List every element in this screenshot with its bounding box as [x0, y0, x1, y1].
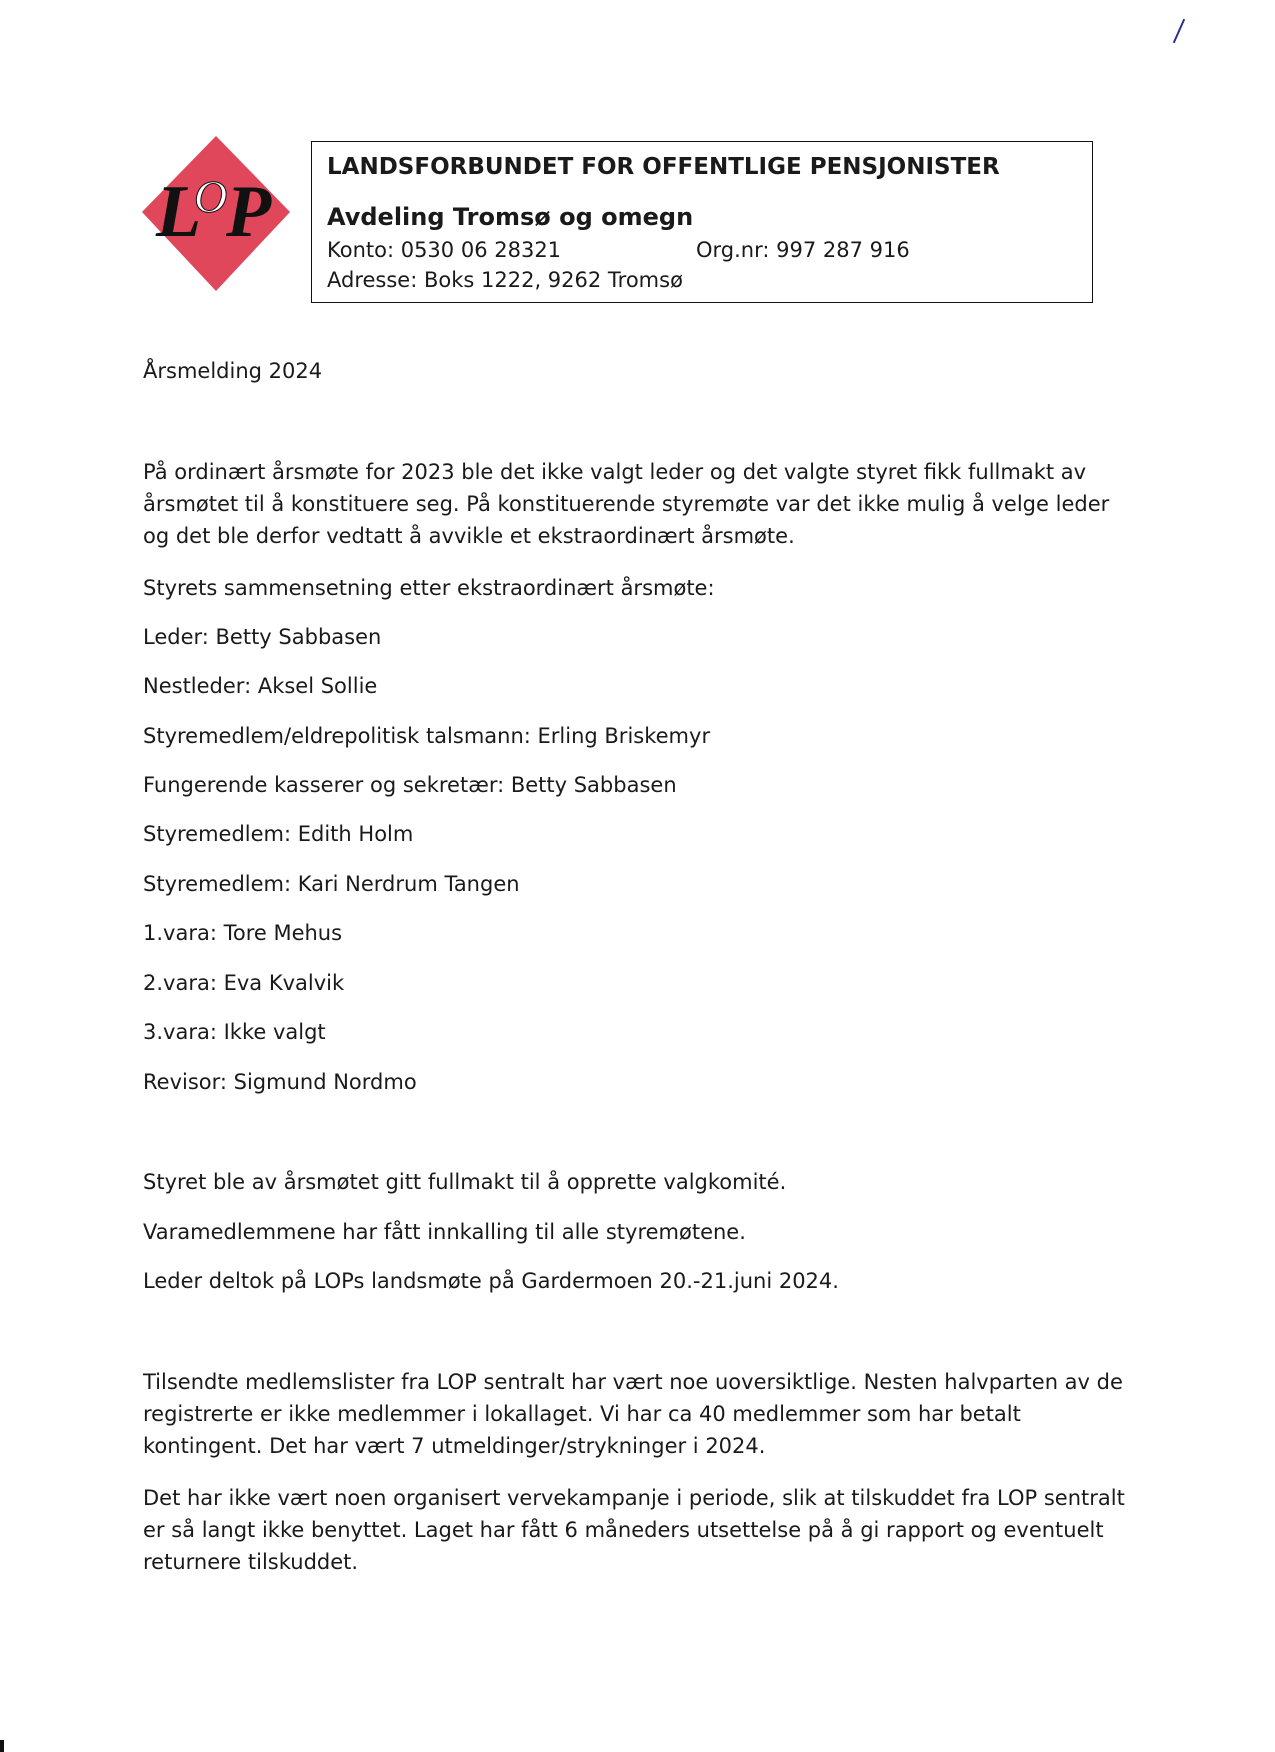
letterhead-box [311, 141, 1093, 303]
campaign-paragraph [143, 1482, 1125, 1578]
postal-address: Adresse: Boks 1222, 9262 Tromsø [327, 268, 683, 292]
intro-line: og det ble derfor vedtatt å avvikle et ekstraordinært årsmøte. [143, 524, 795, 548]
note-national-meeting: Leder deltok på LOPs landsmøte på Gardermoen 20.-21.juni 2024. [143, 1269, 839, 1293]
organization-number: Org.nr: 997 287 916 [696, 238, 910, 262]
board-deputy-1: 1.vara: Tore Mehus [143, 921, 343, 945]
intro-line: På ordinært årsmøte for 2023 ble det ikke valgt leder og det valgte styret fikk fullmakt av [143, 460, 1087, 484]
document-title: Årsmelding 2024 [143, 359, 323, 383]
intro-paragraph [143, 456, 1110, 552]
board-member-spokesman: Styremedlem/eldrepolitisk talsmann: Erling Briskemyr [143, 724, 711, 748]
department-name: Avdeling Tromsø og omegn [327, 203, 694, 231]
board-member-deputy-leader: Nestleder: Aksel Sollie [143, 674, 378, 698]
note-deputies: Varamedlemmene har fått innkalling til alle styremøtene. [143, 1220, 746, 1244]
campaign-line: returnere tilskuddet. [143, 1550, 359, 1574]
lop-diamond-logo-icon [142, 136, 290, 291]
board-member-leader: Leder: Betty Sabbasen [143, 625, 382, 649]
lop-logo [142, 136, 290, 291]
board-member: Styremedlem: Kari Nerdrum Tangen [143, 872, 520, 896]
account-number: Konto: 0530 06 28321 [327, 238, 562, 262]
svg-text:O: O [194, 171, 228, 222]
members-line: kontingent. Det har vært 7 utmeldinger/strykninger i 2024. [143, 1434, 766, 1458]
intro-line: årsmøtet til å konstituere seg. På konstituerende styremøte var det ikke mulig å velge leder [143, 492, 1110, 516]
svg-text:P: P [226, 171, 272, 253]
board-deputy-3: 3.vara: Ikke valgt [143, 1020, 326, 1044]
campaign-line: Det har ikke vært noen organisert vervekampanje i periode, slik at tilskuddet fra LOP sentralt [143, 1486, 1125, 1510]
members-line: registrerte er ikke medlemmer i lokallaget. Vi har ca 40 medlemmer som har betalt [143, 1402, 1021, 1426]
pen-mark [1173, 19, 1185, 44]
board-heading: Styrets sammensetning etter ekstraordinært årsmøte: [143, 576, 715, 600]
board-deputy-2: 2.vara: Eva Kvalvik [143, 971, 345, 995]
members-paragraph [143, 1366, 1123, 1462]
board-member-treasurer: Fungerende kasserer og sekretær: Betty Sabbasen [143, 773, 677, 797]
organization-name: LANDSFORBUNDET FOR OFFENTLIGE PENSJONISTER [327, 154, 1000, 180]
board-member: Styremedlem: Edith Holm [143, 822, 414, 846]
campaign-line: er så langt ikke benyttet. Laget har fått 6 måneders utsettelse på å gi rapport og eventuelt [143, 1518, 1104, 1542]
note-nomination: Styret ble av årsmøtet gitt fullmakt til å opprette valgkomité. [143, 1170, 787, 1194]
members-line: Tilsendte medlemslister fra LOP sentralt har vært noe uoversiktlige. Nesten halvparten av de [143, 1370, 1123, 1394]
svg-text:L: L [156, 171, 202, 253]
auditor: Revisor: Sigmund Nordmo [143, 1070, 417, 1094]
scan-edge-mark [0, 1740, 4, 1752]
